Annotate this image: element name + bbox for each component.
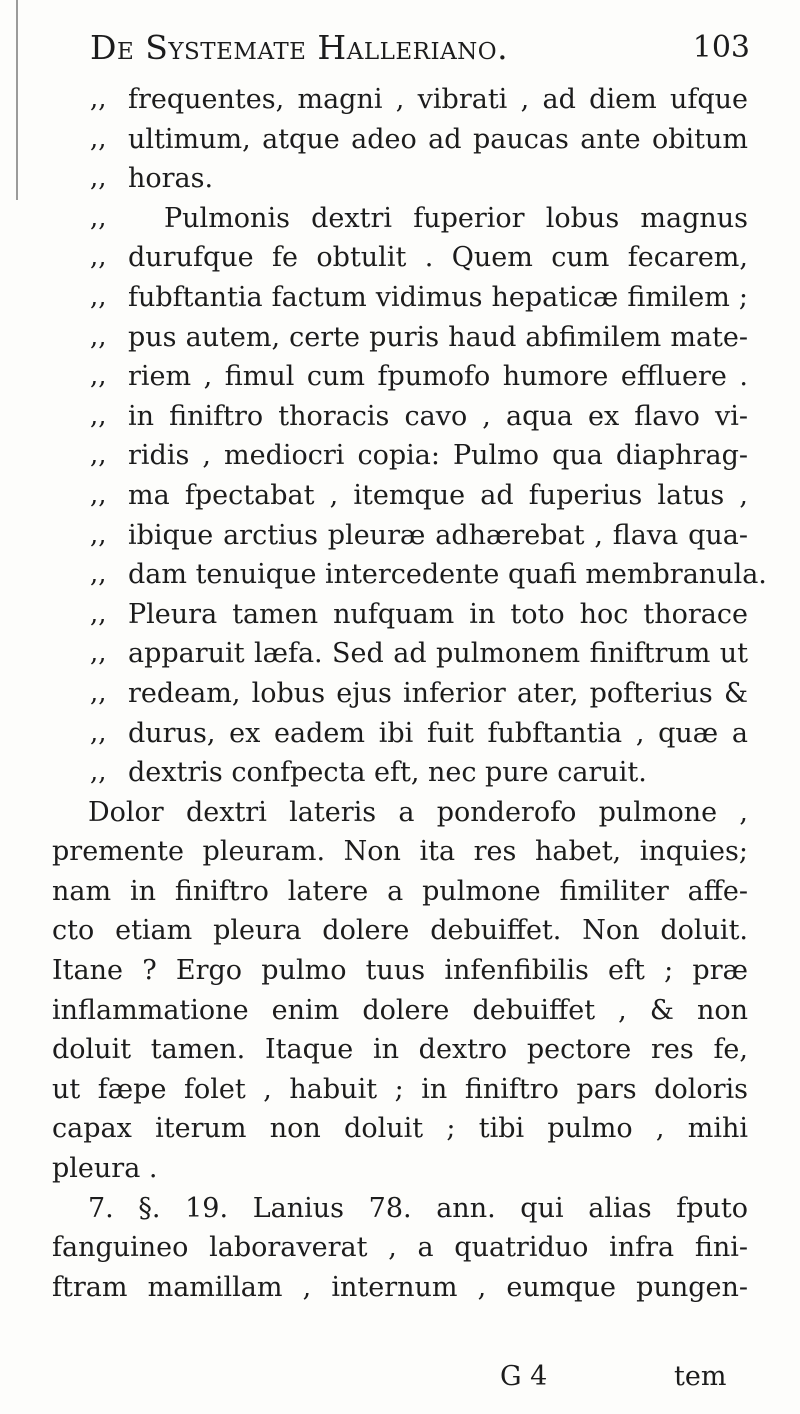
line-text: premente pleuram. Non ita res habet, inquies; — [52, 836, 748, 868]
line-text: fubftantia factum vidimus hepaticæ fimilem ; — [128, 281, 748, 313]
line-text: ftram mamillam , internum , eumque pungen- — [52, 1271, 748, 1303]
text-line — [0, 793, 800, 833]
line-text: frequentes, magni , vibrati , ad diem ufque — [128, 84, 748, 115]
line-text: inflammatione enim dolere debuiffet , & non — [52, 994, 748, 1026]
quoted-line — [0, 120, 800, 160]
line-text: dextris confpecta eft, nec pure caruit. — [128, 757, 647, 789]
line-text: pus autem, certe puris haud abfimilem mate- — [128, 321, 748, 353]
text-line — [0, 1070, 800, 1110]
catchword: tem — [674, 1361, 727, 1392]
quotation-mark: ,, — [90, 440, 107, 471]
quotation-mark: ,, — [90, 519, 107, 550]
line-text: durufque fe obtulit . Quem cum fecarem, — [128, 242, 748, 274]
quotation-mark: ,, — [90, 123, 107, 154]
text-line — [0, 832, 800, 872]
quoted-line — [0, 516, 800, 556]
text-line — [0, 951, 800, 991]
quoted-line — [0, 80, 800, 120]
quoted-line — [0, 436, 800, 476]
quoted-line — [0, 238, 800, 278]
text-line — [0, 991, 800, 1031]
line-text: ut fæpe folet , habuit ; in finiftro pars doloris — [52, 1073, 748, 1105]
line-text: riem , fimul cum fpumofo humore effluere . — [128, 361, 748, 393]
line-text: ibique arctius pleuræ adhærebat , flava qua- — [128, 519, 748, 551]
line-text: Pleura tamen nufquam in toto hoc thorace — [128, 598, 748, 630]
text-line — [0, 1268, 800, 1308]
page-footer — [0, 1361, 800, 1401]
quoted-line — [0, 159, 800, 199]
text-line — [0, 1109, 800, 1149]
line-text: horas. — [128, 163, 214, 195]
quotation-mark: ,, — [90, 638, 107, 669]
quotation-mark: ,, — [90, 202, 107, 233]
quotation-mark: ,, — [90, 321, 107, 352]
quotation-mark: ,, — [90, 361, 107, 392]
line-text: durus, ex eadem ibi fuit fubftantia , quæ a — [128, 717, 748, 749]
quoted-line — [0, 714, 800, 754]
line-text: ultimum, atque adeo ad paucas ante obitum — [128, 123, 748, 155]
quotation-mark: ,, — [90, 479, 107, 510]
quotation-mark: ,, — [90, 559, 107, 590]
quoted-line — [0, 674, 800, 714]
page-number: 103 — [692, 30, 750, 65]
running-title: De Systemate Halleriano. — [90, 28, 509, 67]
quoted-line — [0, 595, 800, 635]
quotation-mark: ,, — [90, 400, 107, 431]
quotation-mark: ,, — [90, 677, 107, 708]
line-text: Dolor dextri lateris a ponderofo pulmone , — [88, 796, 748, 828]
body-text — [0, 80, 800, 1307]
line-text: doluit tamen. Itaque in dextro pectore res fe, — [52, 1034, 748, 1066]
line-text: apparuit læfa. Sed ad pulmonem finiftrum ut — [128, 638, 748, 670]
text-line — [0, 1228, 800, 1268]
signature-mark: G 4 — [500, 1361, 548, 1392]
quoted-line — [0, 555, 800, 595]
quoted-line — [0, 397, 800, 437]
line-text: Itane ? Ergo pulmo tuus infenfibilis eft ; præ — [52, 955, 748, 987]
line-text: ma fpectabat , itemque ad fuperius latus , — [128, 479, 748, 511]
line-text: 7. §. 19. Lanius 78. ann. qui alias fputo — [88, 1192, 748, 1224]
quoted-line — [0, 199, 800, 239]
text-line — [0, 872, 800, 912]
quotation-mark: ,, — [90, 242, 107, 273]
line-text: fanguineo laboraverat , a quatriduo infra fini- — [52, 1232, 748, 1264]
line-text: capax iterum non doluit ; tibi pulmo , mihi — [52, 1113, 748, 1145]
quotation-mark: ,, — [90, 598, 107, 629]
line-text: ridis , mediocri copia: Pulmo qua diaphrag- — [128, 440, 748, 472]
line-text: cto etiam pleura dolere debuiffet. Non doluit. — [52, 915, 748, 947]
line-text: redeam, lobus ejus inferior ater, pofterius & — [128, 677, 748, 709]
quotation-mark: ,, — [90, 163, 107, 194]
quoted-line — [0, 357, 800, 397]
text-line — [0, 1189, 800, 1229]
quoted-line — [0, 634, 800, 674]
text-line — [0, 1030, 800, 1070]
line-text: dam tenuique intercedente quafi membranula. — [128, 559, 767, 591]
line-text: Pulmonis dextri fuperior lobus magnus — [164, 202, 748, 234]
quoted-line — [0, 318, 800, 358]
line-text: in finiftro thoracis cavo , aqua ex flavo vi- — [128, 400, 748, 432]
quoted-line — [0, 753, 800, 793]
quotation-mark: ,, — [90, 717, 107, 748]
quoted-line — [0, 278, 800, 318]
quoted-line — [0, 476, 800, 516]
line-text: pleura . — [52, 1153, 158, 1185]
quotation-mark: ,, — [90, 757, 107, 788]
quotation-mark: ,, — [90, 84, 107, 114]
page-header — [90, 28, 750, 78]
line-text: nam in finiftro latere a pulmone fimiliter affe- — [52, 875, 748, 907]
quotation-mark: ,, — [90, 281, 107, 312]
text-line — [0, 1149, 800, 1189]
text-line — [0, 911, 800, 951]
